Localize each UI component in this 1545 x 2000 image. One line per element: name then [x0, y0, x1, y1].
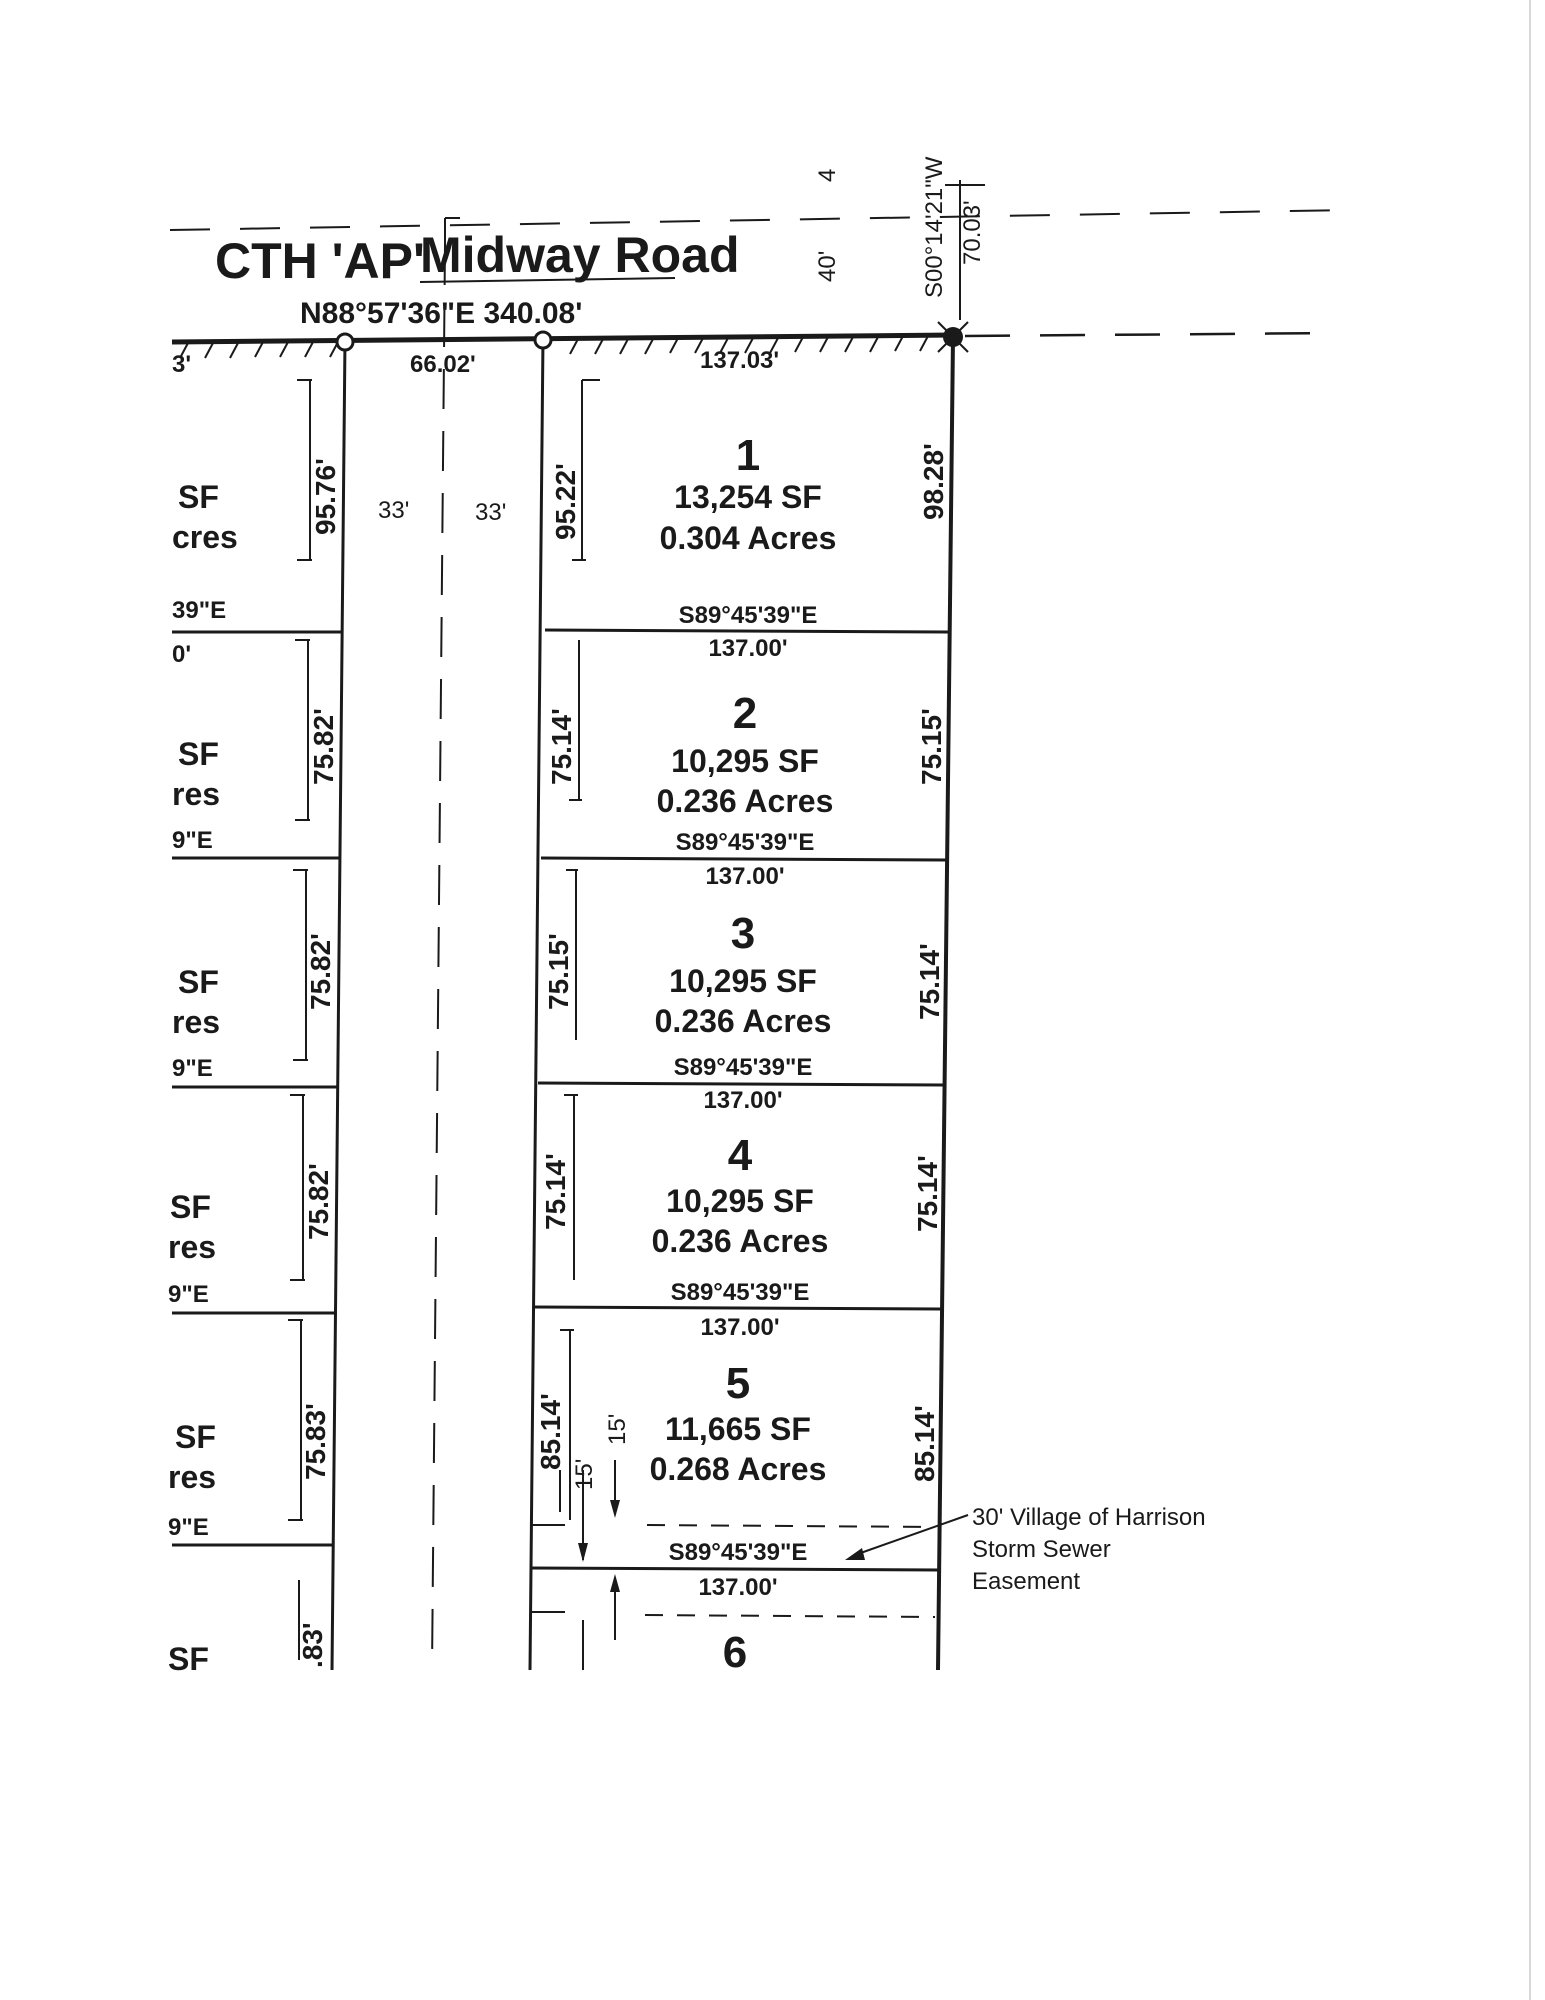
easement-width-1: 15' — [571, 1458, 598, 1490]
lot-5-number: 5 — [725, 1359, 751, 1408]
right-of-way-line — [172, 335, 955, 342]
west-frag-1: 3' — [172, 351, 192, 378]
lot-4-number: 4 — [727, 1131, 753, 1180]
row-extension-dashed-line — [965, 333, 1340, 336]
lot-5-area-acres: 0.268 Acres — [649, 1451, 827, 1487]
easement-note-line-2: Storm Sewer — [972, 1536, 1111, 1563]
west-lot-c-acres: res — [172, 1004, 221, 1040]
street-half-width-east: 33' — [475, 499, 507, 526]
road-top-dashed-line — [170, 210, 1350, 230]
plat-number-4: 4 — [814, 168, 841, 182]
west-lot-d-sf: SF — [170, 1189, 211, 1225]
lot-1-east-dim: 98.28' — [918, 443, 949, 520]
west-lot-d-acres: res — [168, 1229, 217, 1265]
arrow-up-icon — [610, 1574, 620, 1592]
lot-5-south-depth: 137.00' — [698, 1574, 778, 1601]
offset-40-label: 40' — [814, 250, 841, 282]
lot-6-number: 6 — [722, 1628, 748, 1677]
west-lot-d-dim: 75.82' — [303, 1163, 334, 1240]
lot-3-number: 3 — [730, 909, 756, 958]
lot-4-area-acres: 0.236 Acres — [651, 1223, 829, 1259]
lot-1-south-depth: 137.00' — [708, 635, 788, 662]
west-lot-b-dim: 75.82' — [308, 708, 339, 785]
lot-4-east-dim: 75.14' — [912, 1155, 943, 1232]
lot-1-west-dim: 95.22' — [550, 463, 581, 540]
lot-1-area-sf: 13,254 SF — [674, 479, 822, 515]
lot-4-south-bearing: S89°45'39"E — [670, 1279, 810, 1306]
easement-note-line-1: 30' Village of Harrison — [972, 1504, 1206, 1531]
easement-south-dashed — [645, 1615, 935, 1617]
lot-4-west-dim: 75.14' — [540, 1153, 571, 1230]
lot-2-west-dim: 75.14' — [546, 708, 577, 785]
lot-2-south-depth: 137.00' — [705, 863, 785, 890]
lot-5-area-sf: 11,665 SF — [665, 1411, 811, 1447]
arrow-down-icon — [578, 1543, 588, 1562]
lot-5-east-dim: 85.14' — [909, 1405, 940, 1482]
lot-1-area-acres: 0.304 Acres — [659, 520, 837, 556]
arrow-down-icon-2 — [610, 1500, 620, 1518]
street-centerline — [432, 245, 445, 1670]
lot-5-west-dim: 85.14' — [535, 1393, 566, 1470]
leader-arrow-icon — [845, 1548, 865, 1560]
west-lot-a-sf: SF — [178, 479, 219, 515]
corner-bearing: S00°14'21"W — [921, 156, 948, 298]
lot-3-south-bearing: S89°45'39"E — [673, 1054, 813, 1081]
lot-3-south-depth: 137.00' — [703, 1087, 783, 1114]
iron-pipe-marker-east — [535, 332, 551, 348]
lot-3-east-dim: 75.14' — [914, 943, 945, 1020]
lot-5-6-divider — [531, 1568, 939, 1570]
west-lot-d-bearing: 9"E — [168, 1281, 209, 1308]
lot-1-number: 1 — [735, 431, 761, 480]
road-label-midway: Midway Road — [420, 227, 740, 283]
lot-4-south-depth: 137.00' — [700, 1314, 780, 1341]
lot-2-number: 2 — [732, 689, 758, 738]
west-lot-b-bearing: 9"E — [172, 827, 213, 854]
west-lot-f-sf: SF — [168, 1641, 209, 1677]
west-lot-c-bearing: 9"E — [172, 1055, 213, 1082]
easement-north-dashed — [647, 1525, 935, 1527]
lot-3-area-acres: 0.236 Acres — [654, 1003, 832, 1039]
lot-2-area-sf: 10,295 SF — [671, 743, 819, 779]
lot-2-east-dim: 75.15' — [916, 708, 947, 785]
lot-3-area-sf: 10,295 SF — [669, 963, 817, 999]
road-row-width: 66.02' — [410, 351, 476, 378]
easement-note-line-3: Easement — [972, 1568, 1081, 1595]
lot-1-2-divider — [545, 630, 948, 632]
road-label-cth: CTH 'AP' — [215, 233, 425, 289]
lot-2-area-acres: 0.236 Acres — [656, 783, 834, 819]
west-lot-a-dim: 95.76' — [310, 458, 341, 535]
west-lot-e-dim: 75.83' — [300, 1403, 331, 1480]
west-lot-c-sf: SF — [178, 964, 219, 1000]
west-lot-a-acres: cres — [172, 519, 238, 555]
west-lot-a-bearing: 39"E — [172, 597, 227, 624]
road-bearing: N88°57'36"E 340.08' — [300, 297, 583, 330]
lot-2-3-divider — [541, 858, 946, 860]
easement-leader-line — [855, 1515, 968, 1555]
west-lot-e-bearing: 9"E — [168, 1514, 209, 1541]
corner-distance: 70.03' — [959, 200, 986, 265]
lot-4-area-sf: 10,295 SF — [666, 1183, 814, 1219]
west-lot-e-acres: res — [168, 1459, 217, 1495]
west-lot-f-dim: .83' — [297, 1622, 328, 1668]
lot-2-south-bearing: S89°45'39"E — [675, 829, 815, 856]
west-frag-2: 0' — [172, 641, 192, 668]
west-lot-e-sf: SF — [175, 1419, 216, 1455]
lot-1-south-bearing: S89°45'39"E — [678, 602, 818, 629]
west-lot-c-dim: 75.82' — [305, 933, 336, 1010]
lot-5-south-bearing: S89°45'39"E — [668, 1539, 808, 1566]
iron-pipe-marker-west — [337, 334, 353, 350]
lot-4-5-divider — [534, 1307, 941, 1309]
lot-1-frontage: 137.03' — [700, 347, 780, 374]
west-lot-b-sf: SF — [178, 736, 219, 772]
street-half-width-west: 33' — [378, 497, 410, 524]
lot-3-4-divider — [538, 1083, 944, 1085]
west-lot-b-acres: res — [172, 776, 221, 812]
lot-3-west-dim: 75.15' — [543, 933, 574, 1010]
easement-width-2: 15' — [604, 1413, 631, 1445]
